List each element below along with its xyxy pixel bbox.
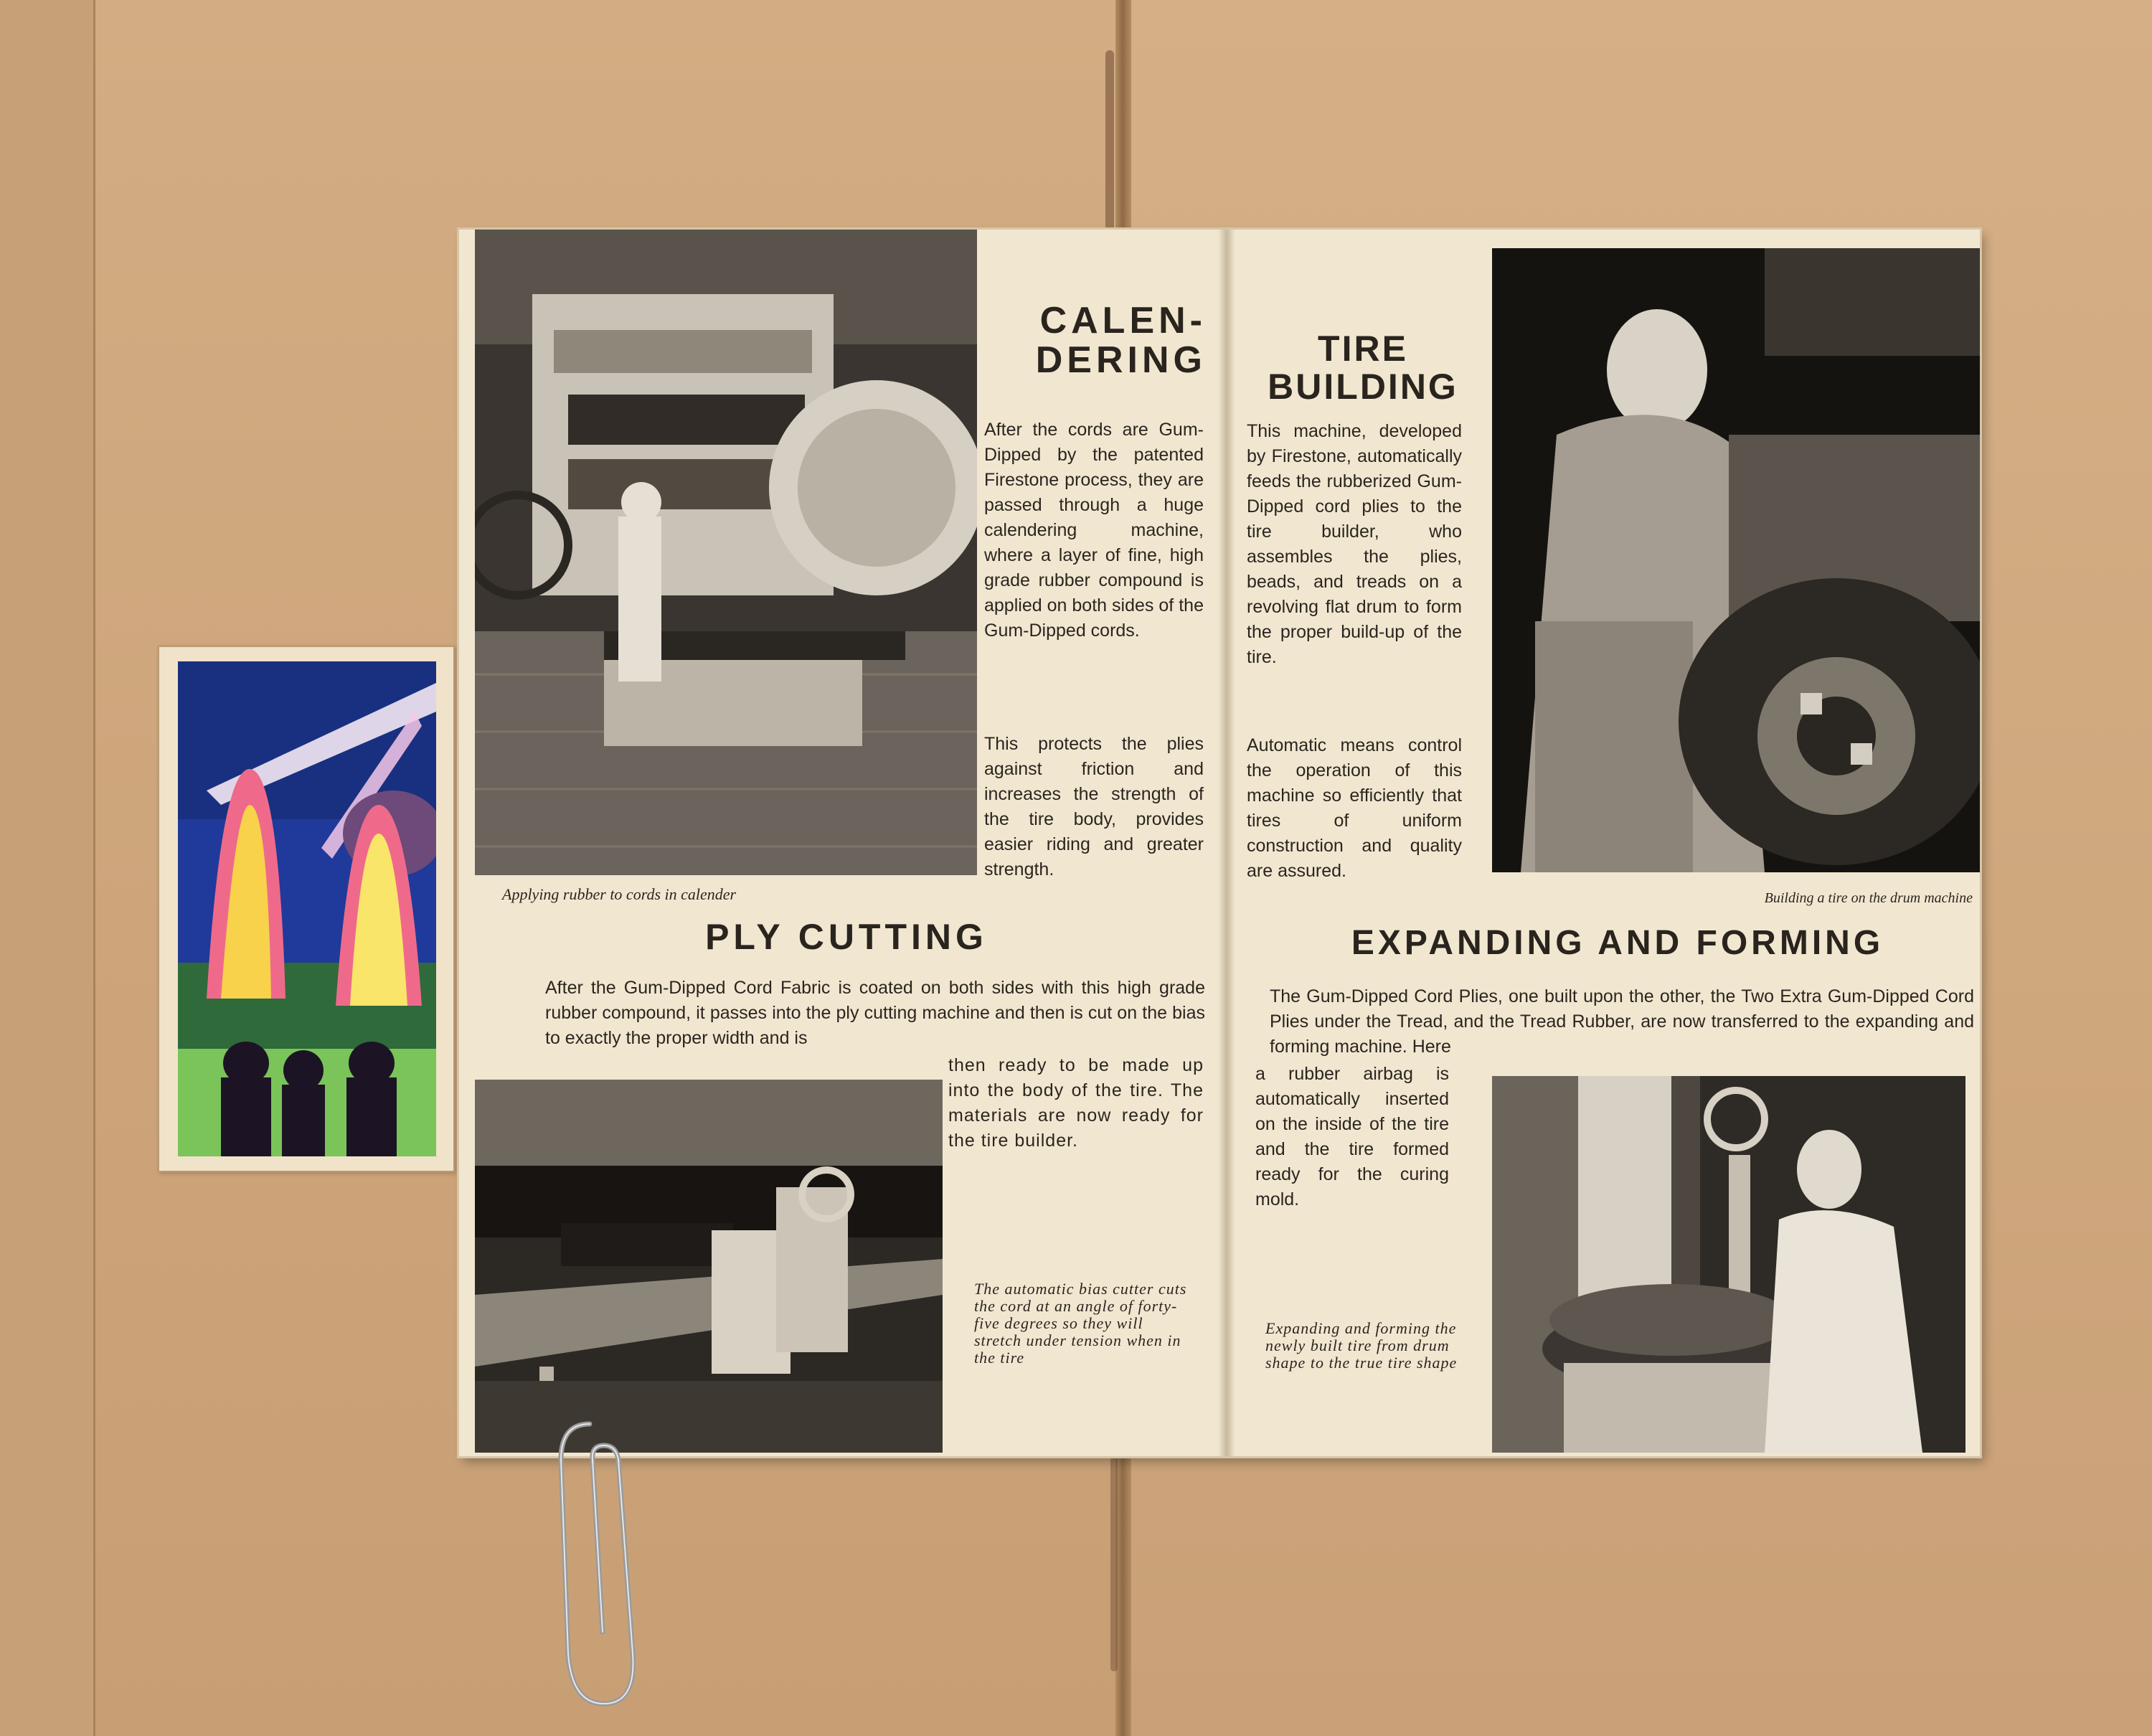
tire-building-caption: Building a tire on the drum machine (1764, 890, 1973, 906)
expanding-paragraph: The Gum-Dipped Cord Plies, one built upon the other, the Two Extra Gum-Dipped Cord Plies under the Tread, and the Tread Rubber, are now transferred to the expanding and forming machine. Here (1270, 986, 1974, 1057)
expanding-caption: Expanding and forming the newly built tire from drum shape to the true tire shape (1265, 1319, 1458, 1372)
tire-building-paragraph-1: This machine, developed by Firestone, automatically feeds the rubberized Gum-Dipped cord plies to the tire builder, who assembles the plies, beads, and treads on a revolving flat drum to form the proper build-up of the tire. (1247, 421, 1462, 667)
booklet-gutter (1218, 230, 1235, 1456)
paper-tear-lower (1110, 1456, 1118, 1671)
expanding-heading: EXPANDING AND FORMING (1351, 924, 1884, 962)
calendering-caption: Applying rubber to cords in calender (502, 885, 737, 903)
ply-cutting-paragraph-cont: then ready to be made up into the body of the tire. The materials are now ready for the tire builder. (948, 1055, 1204, 1151)
ply-cutting-heading: PLY CUTTING (705, 917, 988, 957)
expanding-photo (1492, 1076, 1965, 1453)
calendering-paragraph-2: This protects the plies against friction and increases the strength of the tire body, provides easier riding and greater strength. (984, 734, 1204, 879)
tire-building-photo (1492, 248, 1980, 872)
scrapbook-flap (0, 0, 95, 1736)
expanding-paragraph-cont: a rubber airbag is automatically inserted on the inside of the tire and the tire formed ready for the curing mold. (1255, 1064, 1449, 1209)
souvenir-card (158, 646, 455, 1172)
firestone-booklet (459, 230, 1980, 1456)
tire-building-heading: TIRE BUILDING (1268, 329, 1458, 407)
ply-cutting-caption: The automatic bias cutter cuts the cord at an angle of forty-five degrees so they will stretch under tension when in the tire (974, 1280, 1187, 1367)
paper-clip (547, 1417, 654, 1718)
tire-building-paragraph-2: Automatic means control the operation of this machine so efficiently that tires of uniform construction and quality are assured. (1247, 735, 1462, 881)
ply-cutting-photo (475, 1080, 943, 1453)
fountain-illustration (178, 661, 436, 1156)
calendering-heading: CALEN- DERING (1035, 300, 1207, 381)
calendering-paragraph-1: After the cords are Gum-Dipped by the patented Firestone process, they are passed through a huge calendering machine, where a layer of fine, high grade rubber compound is applied on both sides of the Gum-Dipped cords. (984, 420, 1204, 641)
calendering-photo (475, 230, 977, 875)
ply-cutting-paragraph: After the Gum-Dipped Cord Fabric is coated on both sides with this high grade rubber compound, it passes into the ply cutting machine and then is cut on the bias to exactly the proper width and is (545, 978, 1205, 1048)
